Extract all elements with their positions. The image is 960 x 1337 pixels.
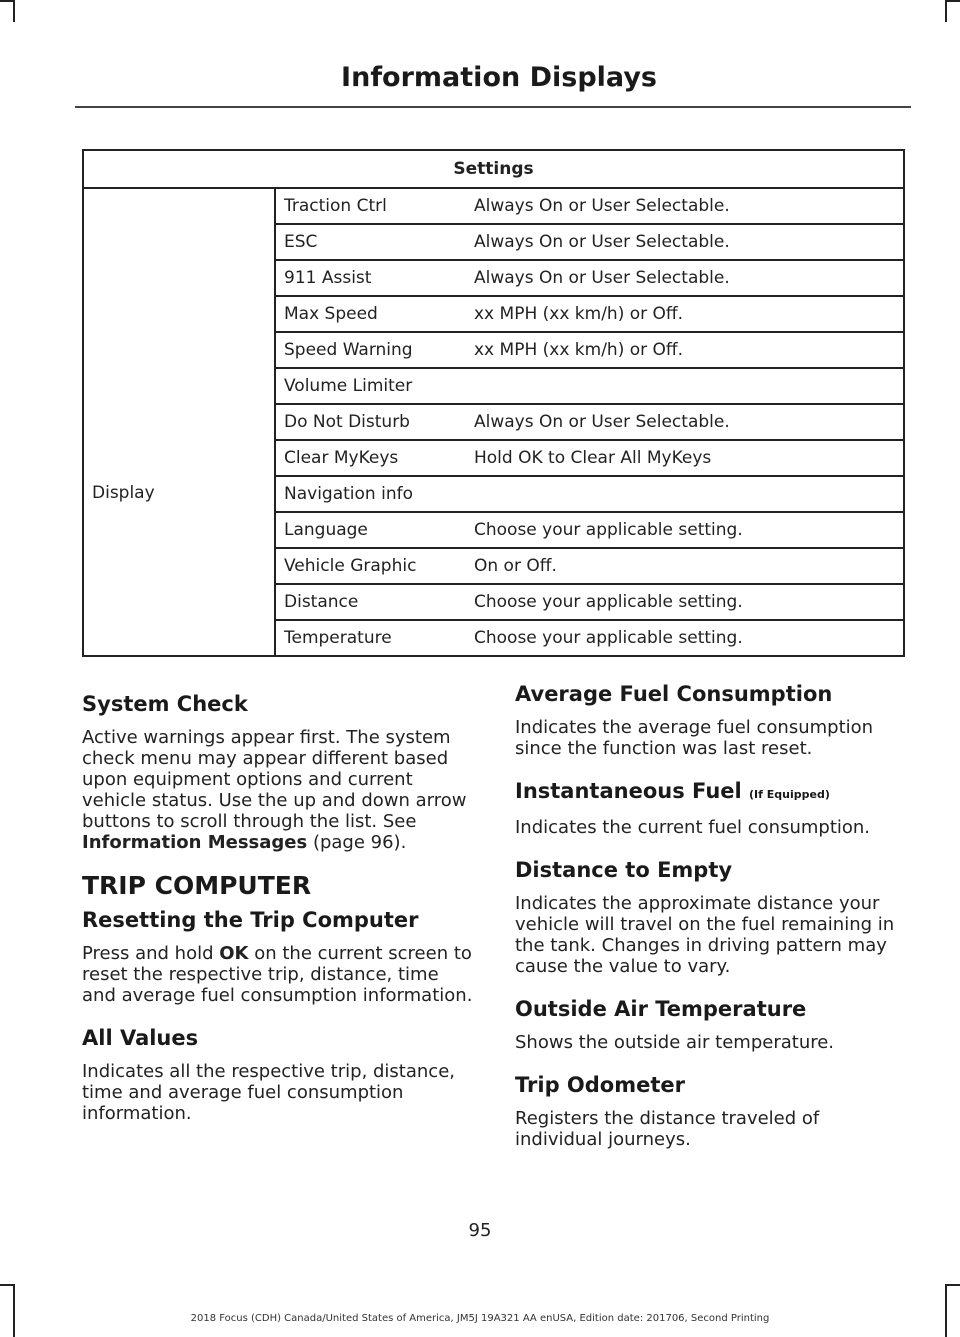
- group-label: Display: [83, 476, 275, 656]
- setting-value: Choose your applicable setting.: [466, 512, 904, 548]
- crop-mark: [946, 0, 960, 2]
- chapter-heading: TRIP COMPUTER: [82, 871, 312, 900]
- setting-name: Temperature: [275, 620, 466, 656]
- setting-value: On or Off.: [466, 548, 904, 584]
- section-text: Indicates the approximate distance your vehicle will travel on the fuel remaining in the tank. Changes in driving pattern may cause the value to vary.: [515, 893, 895, 977]
- crop-mark: [13, 1284, 15, 1337]
- crop-mark: [946, 1284, 960, 1286]
- section-text: Shows the outside air temperature.: [515, 1032, 835, 1053]
- settings-table-header: Settings: [83, 150, 904, 188]
- setting-value: Choose your applicable setting.: [466, 620, 904, 656]
- body-text: Active warnings appear first. The system check menu may appear different based upon equipment options and current vehicle status. Use the up and down arrow buttons to scroll through the list. See: [82, 727, 467, 832]
- setting-value: Always On or User Selectable.: [466, 188, 904, 224]
- section-heading: All Values: [82, 1026, 199, 1050]
- section-heading: Outside Air Temperature: [515, 997, 807, 1021]
- cross-reference-link[interactable]: Information Messages: [82, 832, 308, 853]
- group-label: [83, 188, 275, 476]
- setting-value: Hold OK to Clear All MyKeys: [466, 440, 904, 476]
- section-text: Indicates the average fuel consumption since the function was last reset.: [515, 717, 874, 759]
- section-text: Registers the distance traveled of individual journeys.: [515, 1108, 820, 1150]
- section-text: Indicates all the respective trip, distance, time and average fuel consumption information.: [82, 1061, 455, 1124]
- heading-text: Instantaneous Fuel: [515, 779, 742, 803]
- page-number: 95: [468, 1220, 492, 1241]
- crop-mark: [0, 1284, 14, 1286]
- setting-name: Traction Ctrl: [275, 188, 466, 224]
- setting-value: Always On or User Selectable.: [466, 404, 904, 440]
- setting-name: Language: [275, 512, 466, 548]
- setting-name: Do Not Disturb: [275, 404, 466, 440]
- setting-name: ESC: [275, 224, 466, 260]
- setting-value: Always On or User Selectable.: [466, 224, 904, 260]
- page-reference: (page 96).: [307, 832, 407, 853]
- settings-table: [82, 149, 905, 657]
- page-title: Information Displays: [341, 62, 657, 93]
- crop-mark: [13, 0, 15, 22]
- setting-name: Speed Warning: [275, 332, 466, 368]
- section-text: Indicates the current fuel consumption.: [515, 817, 871, 838]
- setting-name: Max Speed: [275, 296, 466, 332]
- crop-mark: [0, 0, 14, 2]
- crop-mark: [945, 1284, 947, 1337]
- setting-name: Distance: [275, 584, 466, 620]
- body-text: Press and hold: [82, 943, 220, 964]
- setting-name: Volume Limiter: [275, 368, 904, 404]
- body-text: on the current screen to reset the respective trip, distance, time and average fuel consumption information.: [82, 943, 473, 1006]
- section-heading: [515, 781, 909, 805]
- footer-text: 2018 Focus (CDH) Canada/United States of America, JM5J 19A321 AA enUSA, Edition date: 201706, Second Printing: [190, 1313, 770, 1324]
- setting-name: Vehicle Graphic: [275, 548, 466, 584]
- setting-value: xx MPH (xx km/h) or Off.: [466, 296, 904, 332]
- section-heading: System Check: [82, 692, 248, 716]
- right-column: [515, 684, 909, 1172]
- section-text: [82, 727, 476, 853]
- section-heading: Resetting the Trip Computer: [82, 908, 419, 932]
- left-column: [82, 694, 476, 1146]
- setting-value: Choose your applicable setting.: [466, 584, 904, 620]
- section-heading: Distance to Empty: [515, 858, 733, 882]
- setting-value: Always On or User Selectable.: [466, 260, 904, 296]
- section-heading: Average Fuel Consumption: [515, 682, 833, 706]
- header-divider: [75, 106, 911, 108]
- table-row: [83, 476, 904, 512]
- setting-value: xx MPH (xx km/h) or Off.: [466, 332, 904, 368]
- section-heading: Trip Odometer: [515, 1073, 685, 1097]
- setting-name: 911 Assist: [275, 260, 466, 296]
- section-text: [82, 943, 476, 1006]
- crop-mark: [945, 0, 947, 22]
- setting-name: Clear MyKeys: [275, 440, 466, 476]
- equipment-note: (If Equipped): [749, 788, 830, 801]
- setting-name: Navigation info: [275, 476, 904, 512]
- ok-key-label: OK: [219, 943, 249, 964]
- table-row: [83, 188, 904, 224]
